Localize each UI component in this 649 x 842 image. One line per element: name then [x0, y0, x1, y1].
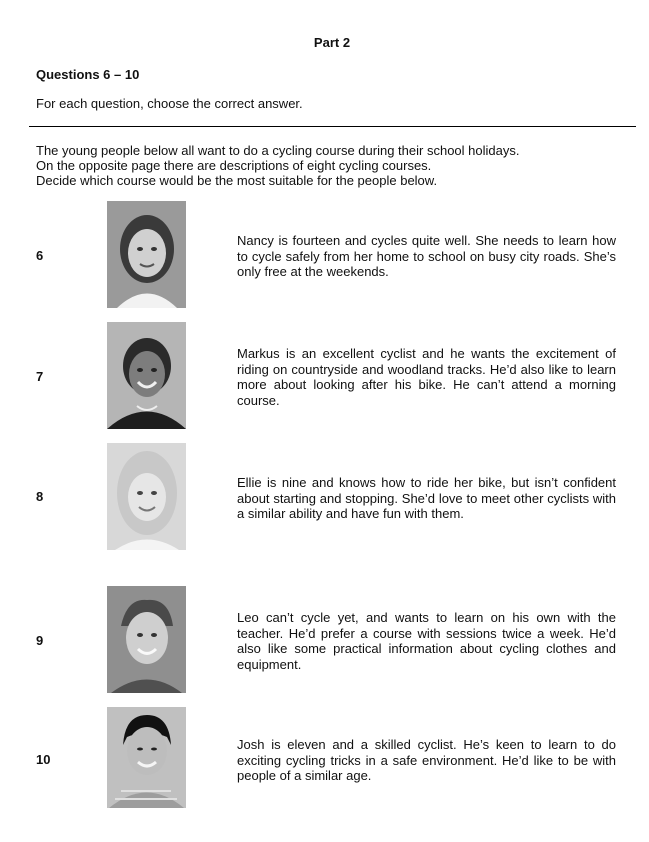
- intro-line: Decide which course would be the most suitable for the people below.: [36, 173, 438, 188]
- intro-line: On the opposite page there are descriptions of eight cycling courses.: [36, 158, 432, 173]
- questions-heading: Questions 6 – 10: [36, 67, 140, 82]
- question-number: 7: [36, 369, 44, 384]
- question-number: 10: [36, 752, 51, 767]
- intro-line: The young people below all want to do a cycling course during their school holidays.: [36, 143, 520, 158]
- part-title: Part 2: [313, 35, 351, 50]
- question-number: 8: [36, 489, 44, 504]
- question-text: Josh is eleven and a skilled cyclist. He’s keen to learn to do exciting cycling tricks in a safe environment. He’d like to be with people of a similar age.: [237, 737, 616, 783]
- intro-paragraph: [36, 143, 519, 188]
- portrait-photo-ellie: [107, 443, 186, 550]
- portrait-photo-markus: [107, 322, 186, 429]
- question-text: Ellie is nine and knows how to ride her bike, but isn’t confident about starting and stopping. She’d love to meet other cyclists with a similar ability and have fun with them.: [237, 475, 616, 521]
- question-text: Markus is an excellent cyclist and he wants the excitement of riding on countryside and woodland tracks. He’d also like to learn more about looking after his bike. He can’t attend a morning course.: [237, 346, 616, 408]
- portrait-photo-leo: [107, 586, 186, 693]
- question-text: Leo can’t cycle yet, and wants to learn on his own with the teacher. He’d prefer a course with sessions twice a week. He’d also like some practical information about cycling clothes and equipment.: [237, 610, 616, 672]
- portrait-photo-nancy: [107, 201, 186, 308]
- question-number: 6: [36, 248, 44, 263]
- question-text: Nancy is fourteen and cycles quite well. She needs to learn how to cycle safely from her home to school on busy city roads. She’s only free at the weekends.: [237, 233, 616, 279]
- portrait-photo-josh: [107, 707, 186, 808]
- question-number: 9: [36, 633, 44, 648]
- divider: [29, 126, 636, 127]
- instruction-text: For each question, choose the correct answer.: [36, 96, 303, 111]
